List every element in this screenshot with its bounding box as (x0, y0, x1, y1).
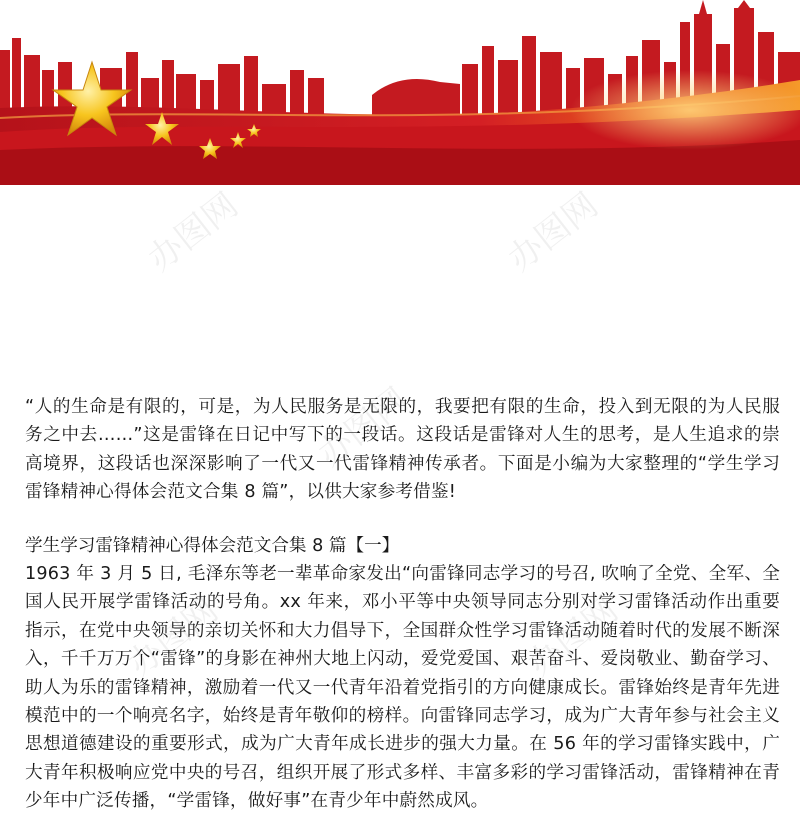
section-title: 学生学习雷锋精神心得体会范文合集 8 篇【一】 (25, 535, 400, 556)
intro-paragraph: “人的生命是有限的，可是，为人民服务是无限的，我要把有限的生命，投入到无限的为人民服务之中去……”这是雷锋在日记中写下的一段话。这段话是雷锋对人生的思考，是人生追求的崇高境界，这段话也深深影响了一代又一代雷锋精神传承者。下面是小编为大家整理的“学生学习雷锋精神心得体会范文合集 8 篇”，以供大家参考借鉴! (25, 397, 780, 503)
header-banner (0, 0, 800, 185)
watermark: 办图网 (310, 380, 416, 475)
article-body (25, 393, 780, 816)
watermark: 办图网 (500, 185, 606, 280)
banner-graphic (0, 0, 800, 185)
body-paragraph: 1963 年 3 月 5 日, 毛泽东等老一辈革命家发出“向雷锋同志学习的号召, 吹响了全党、全军、全国人民开展学雷锋活动的号角。xx 年来，邓小平等中央领导同志分别对学习雷锋活动作出重要指示，在党中央领导的亲切关怀和大力倡导下，全国群众性学习雷锋活动随着时代的发展不断深入，千千万万个“雷锋”的身影在神州大地上闪动，爱党爱国、艰苦奋斗、爱岗敬业、勤奋学习、助人为乐的雷锋精神，激励着一代又一代青年沿着党指引的方向健康成长。雷锋始终是青年先进模范中的一个响亮名字，始终是青年敬仰的榜样。向雷锋同志学习，成为广大青年参与社会主义思想道德建设的重要形式，成为广大青年成长进步的强大力量。在 56 年的学习雷锋实践中，广大青年积极响应党中央的号召，组织开展了形式多样、丰富多彩的学习雷锋活动，雷锋精神在青少年中广泛传播，“学雷锋，做好事”在青少年中蔚然成风。 (25, 564, 780, 812)
watermark: 办图网 (140, 185, 246, 280)
watermark: 办图网 (520, 590, 626, 685)
watermark: 办图网 (120, 590, 226, 685)
